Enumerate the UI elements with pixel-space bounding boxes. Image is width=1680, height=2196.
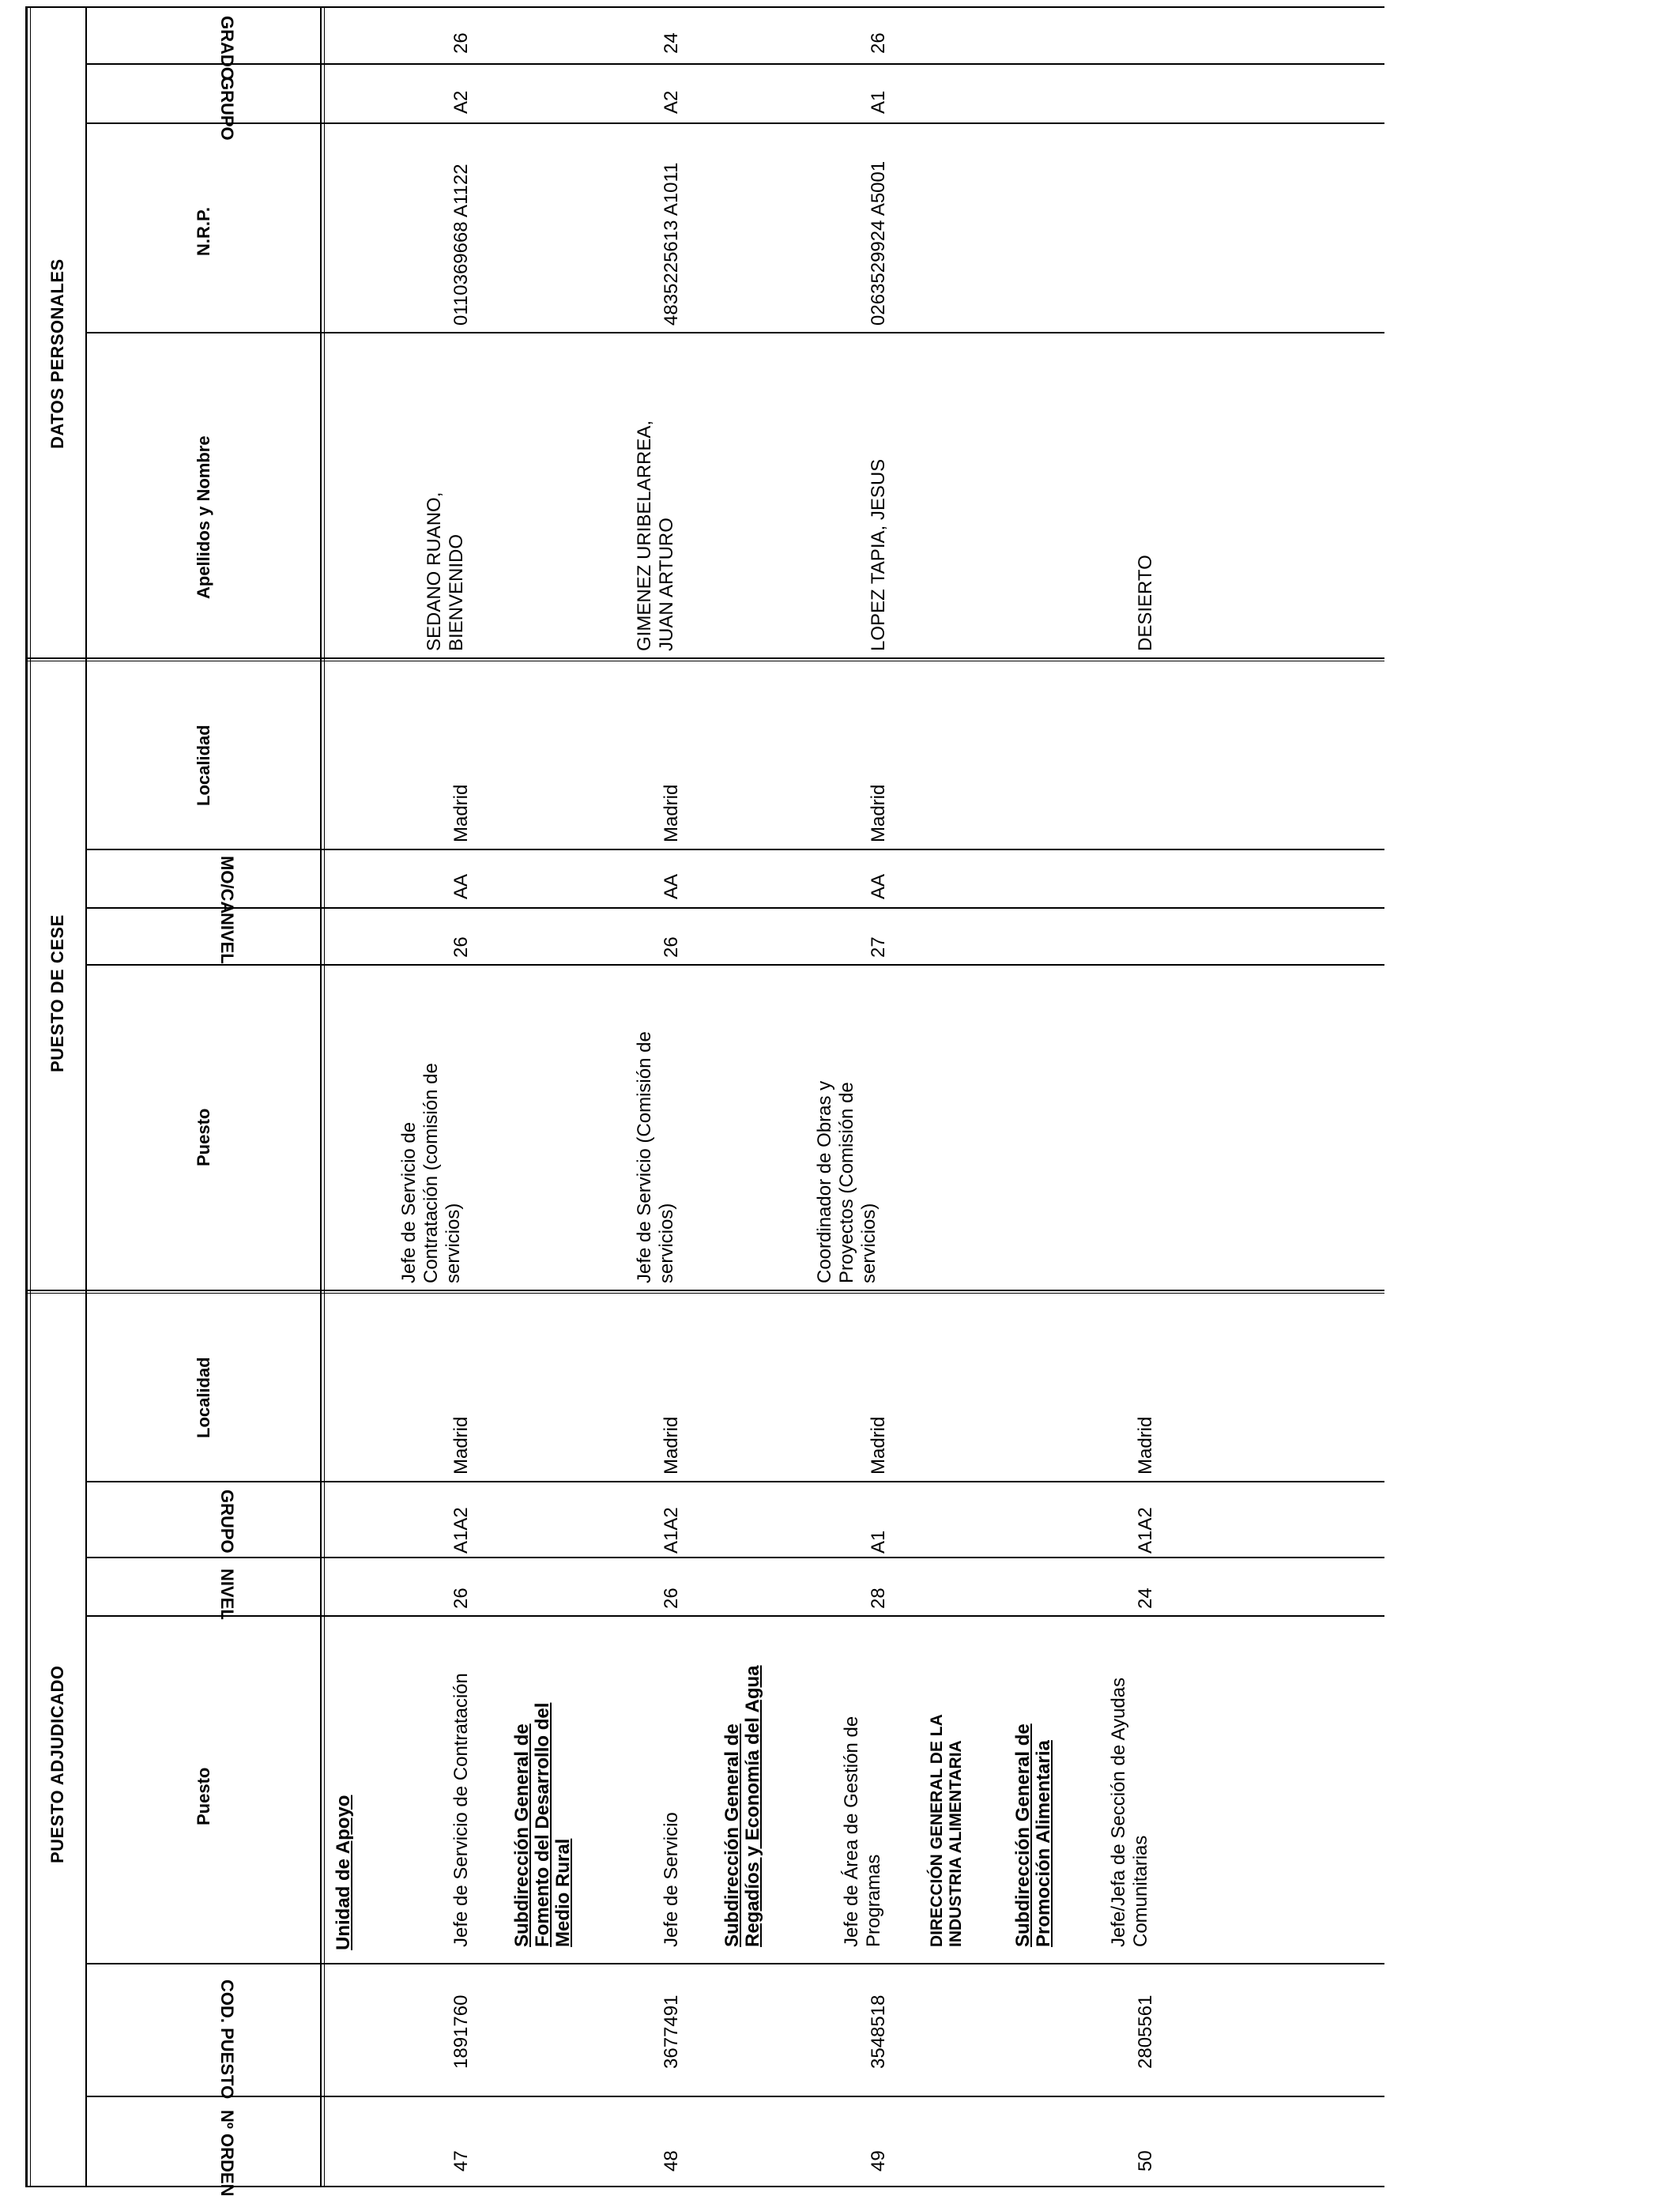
header-separator: [85, 6, 87, 2187]
col-cese-moca: MO/CA: [217, 856, 237, 914]
adj-puesto: Jefe/Jefa de Sección de Ayudas Comunitarias: [1108, 1677, 1151, 1947]
col-adj-localidad: Localidad: [194, 1357, 213, 1438]
orden: 50: [1135, 2150, 1156, 2172]
column-separator: [85, 849, 1384, 850]
col-adj-nivel: NIVEL: [217, 1569, 237, 1620]
cese-localidad: Madrid: [661, 784, 682, 842]
adj-nivel: 24: [1135, 1588, 1156, 1609]
section-heading: Subdirección General de Promoción Alimentaria: [1012, 1723, 1054, 1947]
col-nrp: N.R.P.: [194, 207, 213, 256]
adj-localidad: Madrid: [450, 1416, 472, 1475]
frame-line: [25, 6, 28, 2187]
column-separator: [85, 1557, 1384, 1558]
header-separator: [320, 6, 322, 2187]
apellidos-nombre: GIMENEZ URIBELARREA, JUAN ARTURO: [634, 420, 677, 651]
cese-moca: AA: [450, 873, 472, 899]
cese-moca: AA: [661, 873, 682, 899]
cese-localidad: Madrid: [868, 784, 889, 842]
grupo: A2: [450, 90, 472, 114]
nrp: 0110369668 A1122: [450, 164, 472, 326]
section-heading: Subdirección General de Regadíos y Economía del Agua: [721, 1665, 763, 1947]
column-separator: [85, 1963, 1384, 1964]
adj-puesto: Jefe de Área de Gestión de Programas: [841, 1716, 884, 1947]
adj-localidad: Madrid: [1135, 1416, 1156, 1475]
adj-grupo: A1A2: [661, 1507, 682, 1554]
frame-line: [25, 6, 1384, 8]
header-puesto-de-cese: PUESTO DE CESE: [47, 914, 67, 1072]
col-grado: GRADO: [217, 16, 237, 81]
cese-puesto: Jefe de Servicio (Comisión de servicios): [634, 1031, 677, 1283]
cese-nivel: 27: [868, 936, 889, 958]
header-puesto-adjudicado: PUESTO ADJUDICADO: [47, 1665, 67, 1863]
adj-grupo: A1: [868, 1530, 889, 1554]
column-separator: [85, 332, 1384, 333]
apellidos-nombre: DESIERTO: [1135, 555, 1156, 651]
grado: 26: [450, 32, 472, 54]
cod-puesto: 3677491: [661, 1994, 682, 2069]
col-cese-puesto: Puesto: [194, 1108, 213, 1166]
col-adj-grupo: GRUPO: [217, 1490, 237, 1554]
column-separator: [85, 63, 1384, 65]
adj-puesto: Jefe de Servicio de Contratación: [450, 1673, 472, 1947]
cese-nivel: 26: [450, 936, 472, 958]
column-separator: [85, 122, 1384, 124]
adj-nivel: 26: [661, 1588, 682, 1609]
apellidos-nombre: LOPEZ TAPIA, JESUS: [868, 458, 889, 651]
adj-puesto: Jefe de Servicio: [661, 1812, 682, 1947]
orden: 47: [450, 2150, 472, 2172]
grado: 24: [661, 32, 682, 54]
directorate-heading: DIRECCIÓN GENERAL DE LA INDUSTRIA ALIMENTARIA: [928, 1714, 965, 1947]
grupo: A1: [868, 90, 889, 114]
header-separator: [324, 6, 325, 2187]
col-cese-localidad: Localidad: [194, 725, 213, 806]
section-separator: [25, 1293, 1384, 1294]
adj-nivel: 28: [868, 1588, 889, 1609]
cod-puesto: 1891760: [450, 1994, 472, 2069]
cese-nivel: 26: [661, 936, 682, 958]
frame-line: [30, 6, 31, 2187]
section-separator: [25, 1290, 1384, 1291]
cese-puesto: Jefe de Servicio de Contratación (comisión de servicios): [398, 1063, 464, 1283]
adj-grupo: A1A2: [1135, 1507, 1156, 1554]
grado: 26: [868, 32, 889, 54]
column-separator: [85, 964, 1384, 966]
adj-nivel: 26: [450, 1588, 472, 1609]
col-cese-nivel: NIVEL: [217, 913, 237, 964]
column-separator: [85, 1481, 1384, 1482]
section-heading: Unidad de Apoyo: [333, 1795, 354, 1950]
section-separator: [25, 657, 1384, 659]
cese-moca: AA: [868, 873, 889, 899]
column-separator: [85, 907, 1384, 909]
col-adj-puesto: Puesto: [194, 1767, 213, 1825]
cese-localidad: Madrid: [450, 784, 472, 842]
header-datos-personales: DATOS PERSONALES: [47, 258, 67, 449]
apellidos-nombre: SEDANO RUANO, BIENVENIDO: [424, 492, 467, 651]
col-cod-puesto: COD. PUESTO: [217, 1979, 237, 2100]
col-grupo: GRUPO: [217, 77, 237, 141]
column-separator: [85, 1615, 1384, 1617]
orden: 49: [868, 2150, 889, 2172]
adj-localidad: Madrid: [868, 1416, 889, 1475]
nrp: 4835225613 A1011: [661, 162, 682, 326]
nrp: 0263529924 A5001: [868, 160, 889, 326]
cod-puesto: 3548518: [868, 1994, 889, 2069]
column-separator: [85, 2096, 1384, 2097]
col-orden: Nº ORDEN: [217, 2110, 237, 2196]
cese-puesto: Coordinador de Obras y Proyectos (Comisión de servicios): [814, 1080, 880, 1283]
orden: 48: [661, 2150, 682, 2172]
col-apellidos-nombre: Apellidos y Nombre: [194, 435, 213, 599]
cod-puesto: 2805561: [1135, 1994, 1156, 2069]
section-heading: Subdirección General de Fomento del Desarrollo del Medio Rural: [511, 1702, 574, 1947]
adj-grupo: A1A2: [450, 1507, 472, 1554]
adj-localidad: Madrid: [661, 1416, 682, 1475]
grupo: A2: [661, 90, 682, 114]
